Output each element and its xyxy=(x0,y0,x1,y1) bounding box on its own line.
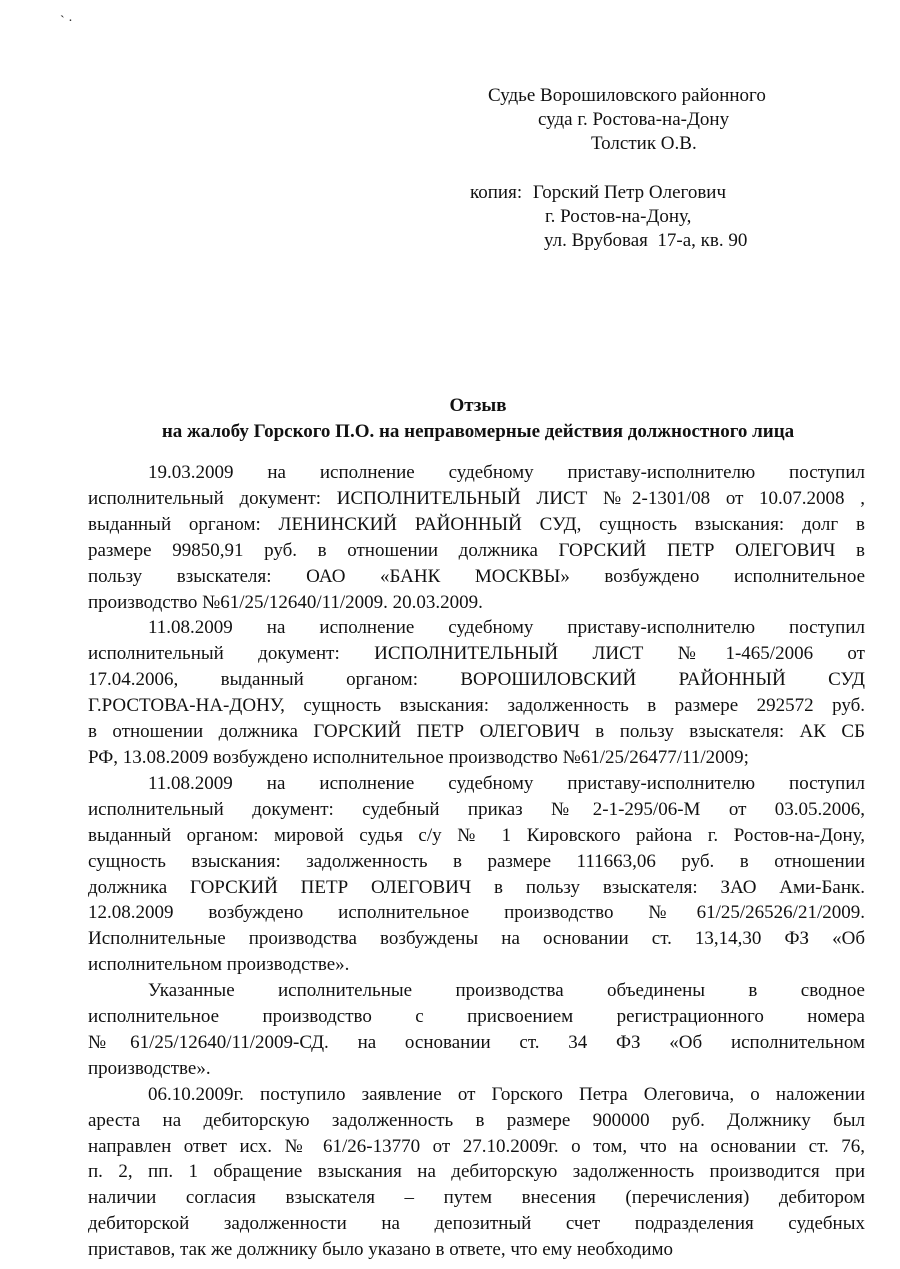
paragraph-line: сущность взыскания: задолженность в размере 111663,06 руб. в отношении xyxy=(88,850,865,872)
paragraph-line: дебиторской задолженности на депозитный счет подразделения судебных xyxy=(88,1213,865,1235)
paragraph-line: производстве». xyxy=(88,1057,211,1079)
paragraph xyxy=(88,978,865,1082)
paragraph-line: в отношении должника ГОРСКИЙ ПЕТР ОЛЕГОВИЧ в пользу взыскателя: АК СБ xyxy=(88,721,865,743)
paragraph-line: исполнительное производство с присвоением регистрационного номера xyxy=(88,1006,865,1028)
document-body xyxy=(88,460,865,1263)
paragraph-line: 12.08.2009 возбуждено исполнительное производство №61/25/26526/21/2009. xyxy=(88,902,865,924)
recipient-line-3: Толстик О.В. xyxy=(591,133,697,154)
document-heading xyxy=(88,393,868,445)
paragraph-line: исполнительный документ: ИСПОЛНИТЕЛЬНЫЙ ЛИСТ №1-465/2006 от xyxy=(88,643,865,665)
copy-label: копия: xyxy=(470,182,523,203)
paragraph-line: направлен ответ исх. № 61/26-13770 от 27.10.2009г. о том, что на основании ст. 76, xyxy=(88,1135,865,1157)
recipient-line-1: Судье Ворошиловского районного xyxy=(488,85,766,106)
paragraph-line: выданный органом: ЛЕНИНСКИЙ РАЙОННЫЙ СУД, сущность взыскания: долг в xyxy=(88,513,865,535)
recipient-block xyxy=(488,84,766,156)
paragraph-line: размере 99850,91 руб. в отношении должника ГОРСКИЙ ПЕТР ОЛЕГОВИЧ в xyxy=(88,539,865,561)
paragraph-line: Исполнительные производства возбуждены на основании ст. 13,14,30 ФЗ «Об xyxy=(88,928,865,950)
paragraph-line: п. 2, пп. 1 обращение взыскания на дебиторскую задолженность производится при xyxy=(88,1161,865,1183)
paragraph xyxy=(88,615,865,770)
paragraph-line: 11.08.2009 на исполнение судебному приставу-исполнителю поступил xyxy=(148,617,865,639)
recipient-line-2: суда г. Ростова-на-Дону xyxy=(538,109,730,130)
paragraph-line: РФ, 13.08.2009 возбуждено исполнительное производство №61/25/26477/11/2009; xyxy=(88,746,749,768)
paragraph-line: 19.03.2009 на исполнение судебному приставу-исполнителю поступил xyxy=(148,462,865,483)
copy-block xyxy=(470,181,747,253)
paragraph-line: должника ГОРСКИЙ ПЕТР ОЛЕГОВИЧ в пользу взыскателя: ЗАО Ами-Банк. xyxy=(88,876,865,898)
paragraph-line: 11.08.2009 на исполнение судебному приставу-исполнителю поступил xyxy=(148,772,865,794)
paragraph-line: производство №61/25/12640/11/2009. 20.03.2009. xyxy=(88,591,483,613)
copy-name: Горский Петр Олегович xyxy=(532,182,727,203)
copy-street: ул. Врубовая 17-а, кв. 90 xyxy=(544,230,748,251)
paragraph-line: исполнительном производстве». xyxy=(88,954,350,976)
document-title: Отзыв xyxy=(449,395,507,416)
paragraph xyxy=(88,1082,865,1263)
paragraph xyxy=(88,460,865,615)
paragraph-line: №61/25/12640/11/2009-СД. на основании ст. 34 ФЗ «Об исполнительном xyxy=(88,1031,865,1053)
paragraph-line: Г.РОСТОВА-НА-ДОНУ, сущность взыскания: задолженность в размере 292572 руб. xyxy=(88,695,865,717)
copy-city: г. Ростов-на-Дону, xyxy=(545,206,692,227)
paragraph-line: пользу взыскателя: ОАО «БАНК МОСКВЫ» возбуждено исполнительное xyxy=(88,565,865,587)
paragraph-line: ареста на дебиторскую задолженность в размере 900000 руб. Должнику был xyxy=(88,1109,865,1131)
paragraph-line: исполнительный документ: ИСПОЛНИТЕЛЬНЫЙ ЛИСТ №2-1301/08 от 10.07.2008 , xyxy=(88,487,865,509)
paragraph-line: 17.04.2006, выданный органом: ВОРОШИЛОВСКИЙ РАЙОННЫЙ СУД xyxy=(88,669,865,691)
paragraph-line: наличии согласия взыскателя – путем внесения (перечисления) дебитором xyxy=(88,1187,865,1209)
scan-marks: ` · xyxy=(60,14,73,29)
document-subtitle: на жалобу Горского П.О. на неправомерные действия должностного лица xyxy=(161,421,795,442)
paragraph-line: выданный органом: мировой судья с/у № 1 Кировского района г. Ростов-на-Дону, xyxy=(88,824,865,846)
paragraph xyxy=(88,771,865,978)
paragraph-line: приставов, так же должнику было указано в ответе, что ему необходимо xyxy=(88,1239,674,1261)
paragraph-line: 06.10.2009г. поступило заявление от Горского Петра Олеговича, о наложении xyxy=(148,1083,865,1105)
paragraph-line: исполнительный документ: судебный приказ №2-1-295/06-М от 03.05.2006, xyxy=(88,798,865,820)
paragraph-line: Указанные исполнительные производства объединены в сводное xyxy=(148,980,865,1002)
